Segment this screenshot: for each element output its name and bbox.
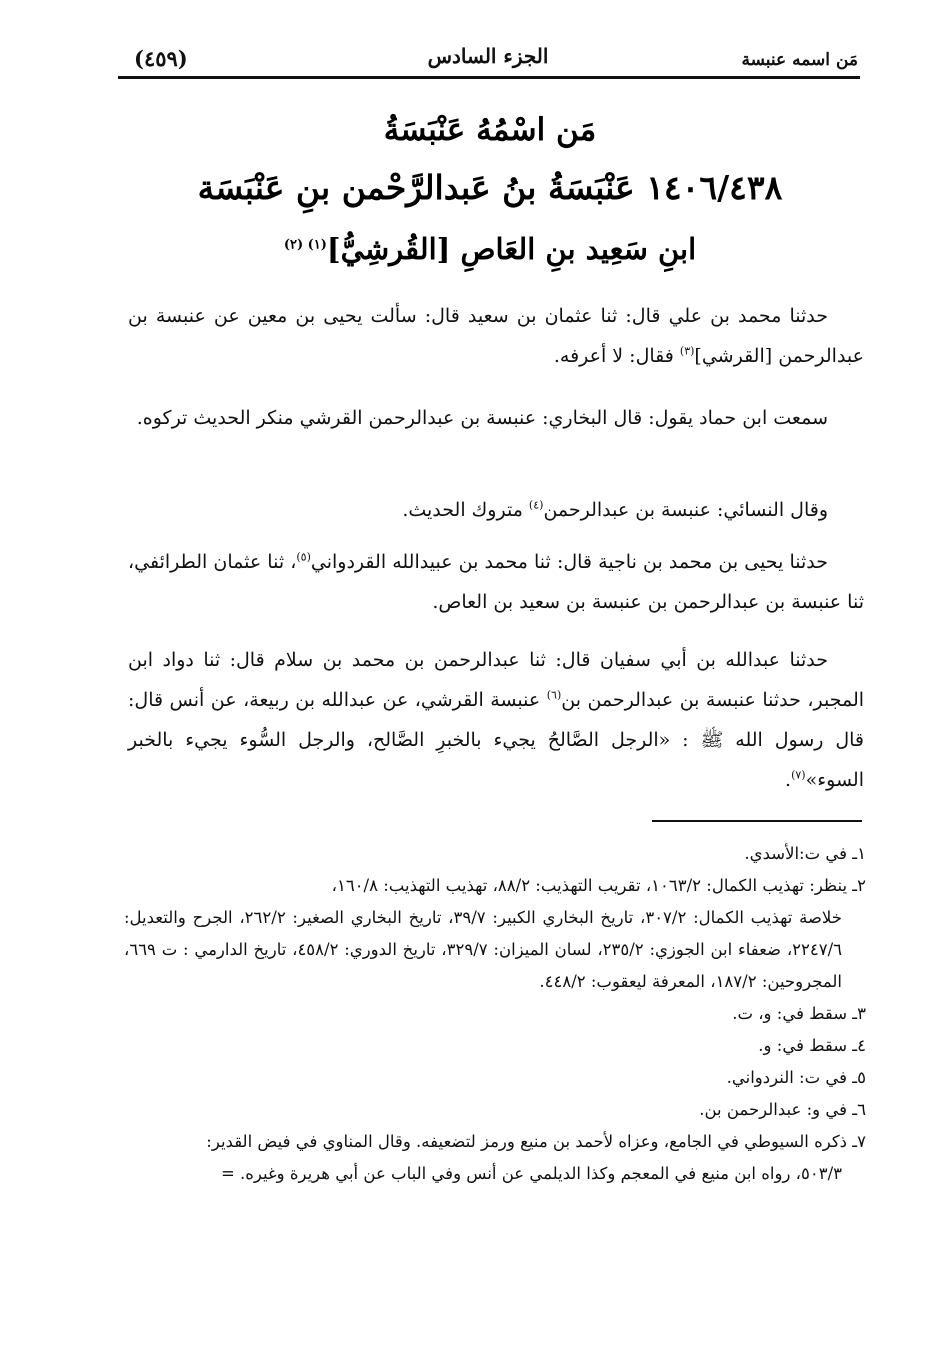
running-section-title: مَن اسمه عنبسة [741,50,858,70]
entry-heading: ١٤٠٦/٤٣٨ عَنْبَسَةُ بنُ عَبدالرَّحْمن بنِ عَنْبَسَة [197,168,783,207]
paragraph-3 [128,490,864,530]
p3-text: وقال النسائي: عنبسة بن عبدالرحمن [543,499,828,521]
footnote-text: ٧ـ ذكره السيوطي في الجامع، وعزاه لأحمد بن منيع ورمز لتضعيفه. وقال المناوي في فيض القدير: [206,1132,866,1151]
header-rule [118,76,860,79]
page-header [118,38,858,78]
paragraph-5 [128,640,864,800]
note-ref-3: (٣) [679,344,695,358]
footnote-text: ٢ـ ينظر: تهذيب الكمال: ١٠٦٣/٢، تقريب التهذيب: ٨٨/٢، تهذيب التهذيب: ١٦٠/٨، [331,876,866,895]
footnote [124,1094,866,1126]
entry-heading-continued [120,232,860,266]
p5-mid: عنبسة القرشي، عن عبدالله بن ربيعة، عن أنس قال: قال رسول الله ﷺ : «الرجل الصَّالحُ يجيء بالخبرِ الصَّالح، والرجل السُّوء يجيء بالخبر السوء» [128,689,864,791]
note-ref-6: (٦) [546,688,562,702]
footnote [124,1030,866,1062]
section-heading: مَن اسْمُهُ عَنْبَسَةُ [383,112,597,148]
page-number: (٤٥٩) [134,46,188,71]
footnote-continuation: ٥٠٣/٣، رواه ابن منيع في المعجم وكذا الديلمي عن أنس وفي الباب عن أبي هريرة وغيره. = [220,1164,842,1183]
footnote-text: ٣ـ سقط في: و، ت. [732,1004,866,1023]
p1-end: فقال: لا أعرفه. [553,345,680,367]
paragraph-4 [128,542,864,622]
note-ref-4: (٤) [528,498,544,512]
p3-end: متروك الحديث. [402,499,529,521]
footnote [124,998,866,1030]
p5-text: حدثنا عبدالله بن أبي سفيان قال: ثنا عبدالرحمن بن محمد بن سلام قال: ثنا دواد ابن المجبر، حدثنا عنبسة بن عبدالرحمن بن [128,649,865,711]
note-ref-7: (٧) [791,768,806,782]
p4-text: حدثنا يحيى بن محمد بن ناجية قال: ثنا محمد بن عبيدالله القردواني [310,551,828,573]
footnote-text: ٦ـ في و: عبدالرحمن بن. [699,1100,866,1119]
footnote-text: ٥ـ في ت: النردواني. [726,1068,866,1087]
paragraph-1 [128,296,864,376]
note-ref-5: (٥) [296,550,311,564]
footnote-rule [652,820,862,822]
footnote [124,870,866,998]
footnote-text: ٤ـ سقط في: و. [758,1036,866,1055]
p1-text: حدثنا محمد بن علي قال: ثنا عثمان بن سعيد قال: سألت يحيى بن معين عن عنبسة بن عبدالرحمن [القرشي] [128,305,864,367]
p2-text: سمعت ابن حماد يقول: قال البخاري: عنبسة بن عبدالرحمن القرشي منكر الحديث تركوه. [136,407,828,429]
footnote-text: ١ـ في ت:الأسدي. [744,844,866,863]
footnote [124,1062,866,1094]
footnote [124,838,866,870]
footnote [124,1126,866,1190]
p5-end: . [785,769,792,791]
paragraph-2 [128,398,864,438]
footnotes [124,838,866,1190]
volume-label: الجزء السادس [427,44,549,68]
p4-end: ، ثنا عثمان الطرائفي، ثنا عنبسة بن عبدالرحمن بن عنبسة بن سعيد بن العاص. [128,551,864,613]
footnote-continuation: خلاصة تهذيب الكمال: ٣٠٧/٢، تاريخ البخاري الكبير: ٣٩/٧، تاريخ البخاري الصغير: ٢٦٢/٢، الجرح والتعديل: ٢٢٤٧/٦، ضعفاء ابن الجوزي: ٢٣٥/٢، لسان الميزان: ٣٢٩/٧، تاريخ الدوري: ٤٥٨/٢، تاريخ الدارمي : ت ٦٦٩، المجروحين: ١٨٧/٢، المعرفة ليعقوب: ٤٤٨/٢. [124,908,843,991]
entry-heading-line2: ابنِ سَعِيد بنِ العَاصِ [القُرشِيُّ] [326,232,697,266]
entry-note-refs: (١) (٢) [283,237,327,253]
